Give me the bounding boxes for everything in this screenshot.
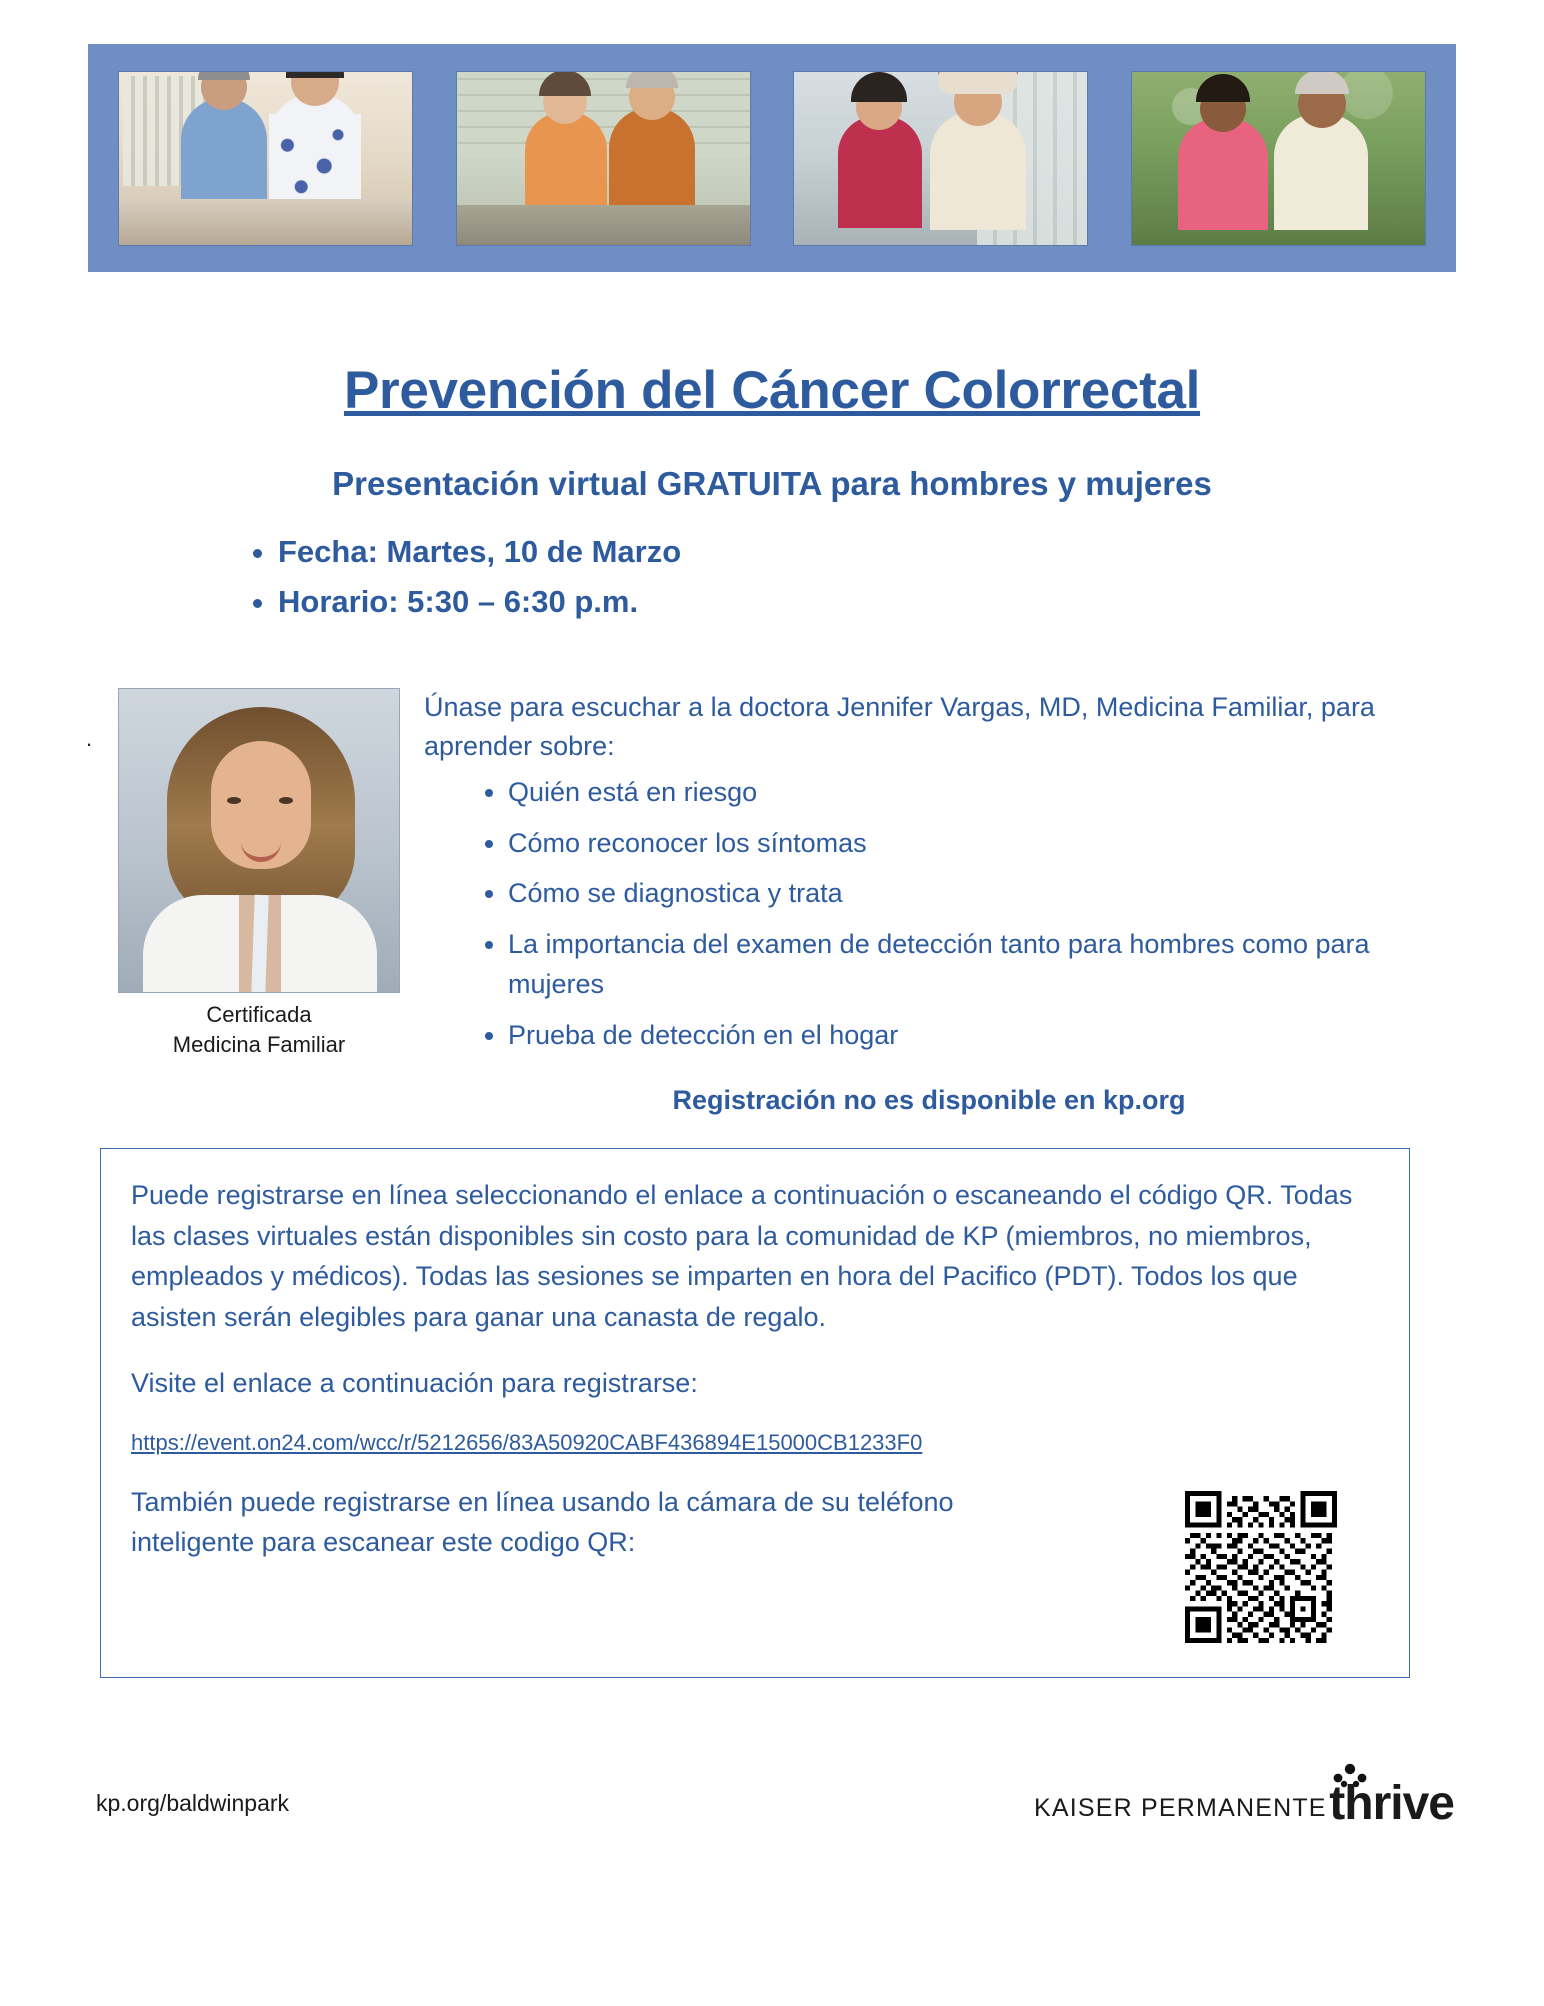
registration-link[interactable]: https://event.on24.com/wcc/r/5212656/83A50920CABF436894E15000CB1233F0 [131, 1429, 923, 1455]
page-title: Prevención del Cáncer Colorrectal [343, 361, 1201, 420]
doctor-caption-line2: Medicina Familiar [172, 1031, 346, 1057]
footer-url[interactable]: kp.org/baldwinpark [96, 1790, 290, 1816]
doctor-caption [118, 1000, 400, 1059]
photo4-person-right [1274, 114, 1368, 230]
doctor-photo [118, 688, 400, 993]
header-photo-3 [793, 71, 1088, 246]
intro-paragraph: Únase para escuchar a la doctora Jennifer Vargas, MD, Medicina Familiar, para aprender sobre: [424, 692, 1375, 762]
topic-list [456, 772, 1466, 1065]
photo4-person-left [1178, 118, 1268, 230]
doctor-caption-line1: Certificada [206, 1002, 312, 1027]
registration-info-box [100, 1148, 1410, 1678]
doctor-eye-right [279, 797, 293, 804]
photo2-person-left [525, 112, 607, 224]
list-item: • Quién está en riesgo [508, 772, 1466, 813]
photo1-person-right [269, 94, 361, 218]
header-photo-band [88, 44, 1456, 272]
info-paragraph-2: Visite el enlace a continuación para registrarse: [131, 1368, 698, 1398]
event-key-info [240, 534, 681, 634]
list-item: • Cómo reconocer los síntomas [508, 823, 1466, 864]
list-item: • La importancia del examen de detección tanto para hombres como para mujeres [508, 924, 1466, 1005]
registration-note: Registración no es disponible en kp.org [672, 1085, 1186, 1115]
list-item: • Cómo se diagnostica y trata [508, 873, 1466, 914]
photo1-person-left [181, 98, 267, 218]
qr-code-icon [1185, 1491, 1337, 1643]
list-item: • Prueba de detección en el hogar [508, 1015, 1466, 1056]
stray-period: . [86, 726, 93, 751]
qr-code [1185, 1491, 1337, 1643]
header-photo-1 [118, 71, 413, 246]
photo2-person-right [609, 108, 695, 224]
page-subtitle: Presentación virtual GRATUITA para hombres y mujeres [332, 465, 1212, 502]
header-photo-4 [1131, 71, 1426, 246]
kp-brand-name: KAISER PERMANENTE [1034, 1794, 1327, 1822]
doctor-lab-coat [143, 895, 377, 993]
photo3-person-right [930, 112, 1026, 230]
info-paragraph-1: Puede registrarse en línea seleccionando el enlace a continuación o escaneando el código QR. Todas las clases virtuales están disponibles sin costo para la comunidad de KP (miembros, no miembros, empleados y médicos). Todas las sesiones se imparten en hora del Pacifico (PDT). Todos los que asisten serán elegibles para ganar una canasta de regalo. [131, 1180, 1353, 1332]
event-time: • Horario: 5:30 – 6:30 p.m. [278, 584, 681, 620]
info-paragraph-3: También puede registrarse en línea usando la cámara de su teléfono inteligente para escanear este codigo QR: [131, 1486, 954, 1557]
header-photo-2 [456, 71, 751, 246]
doctor-eye-left [227, 797, 241, 804]
kp-tagline: thrive [1329, 1777, 1454, 1830]
event-date: • Fecha: Martes, 10 de Marzo [278, 534, 681, 570]
photo3-person-left [838, 116, 922, 228]
kaiser-permanente-logo [1034, 1762, 1454, 1852]
